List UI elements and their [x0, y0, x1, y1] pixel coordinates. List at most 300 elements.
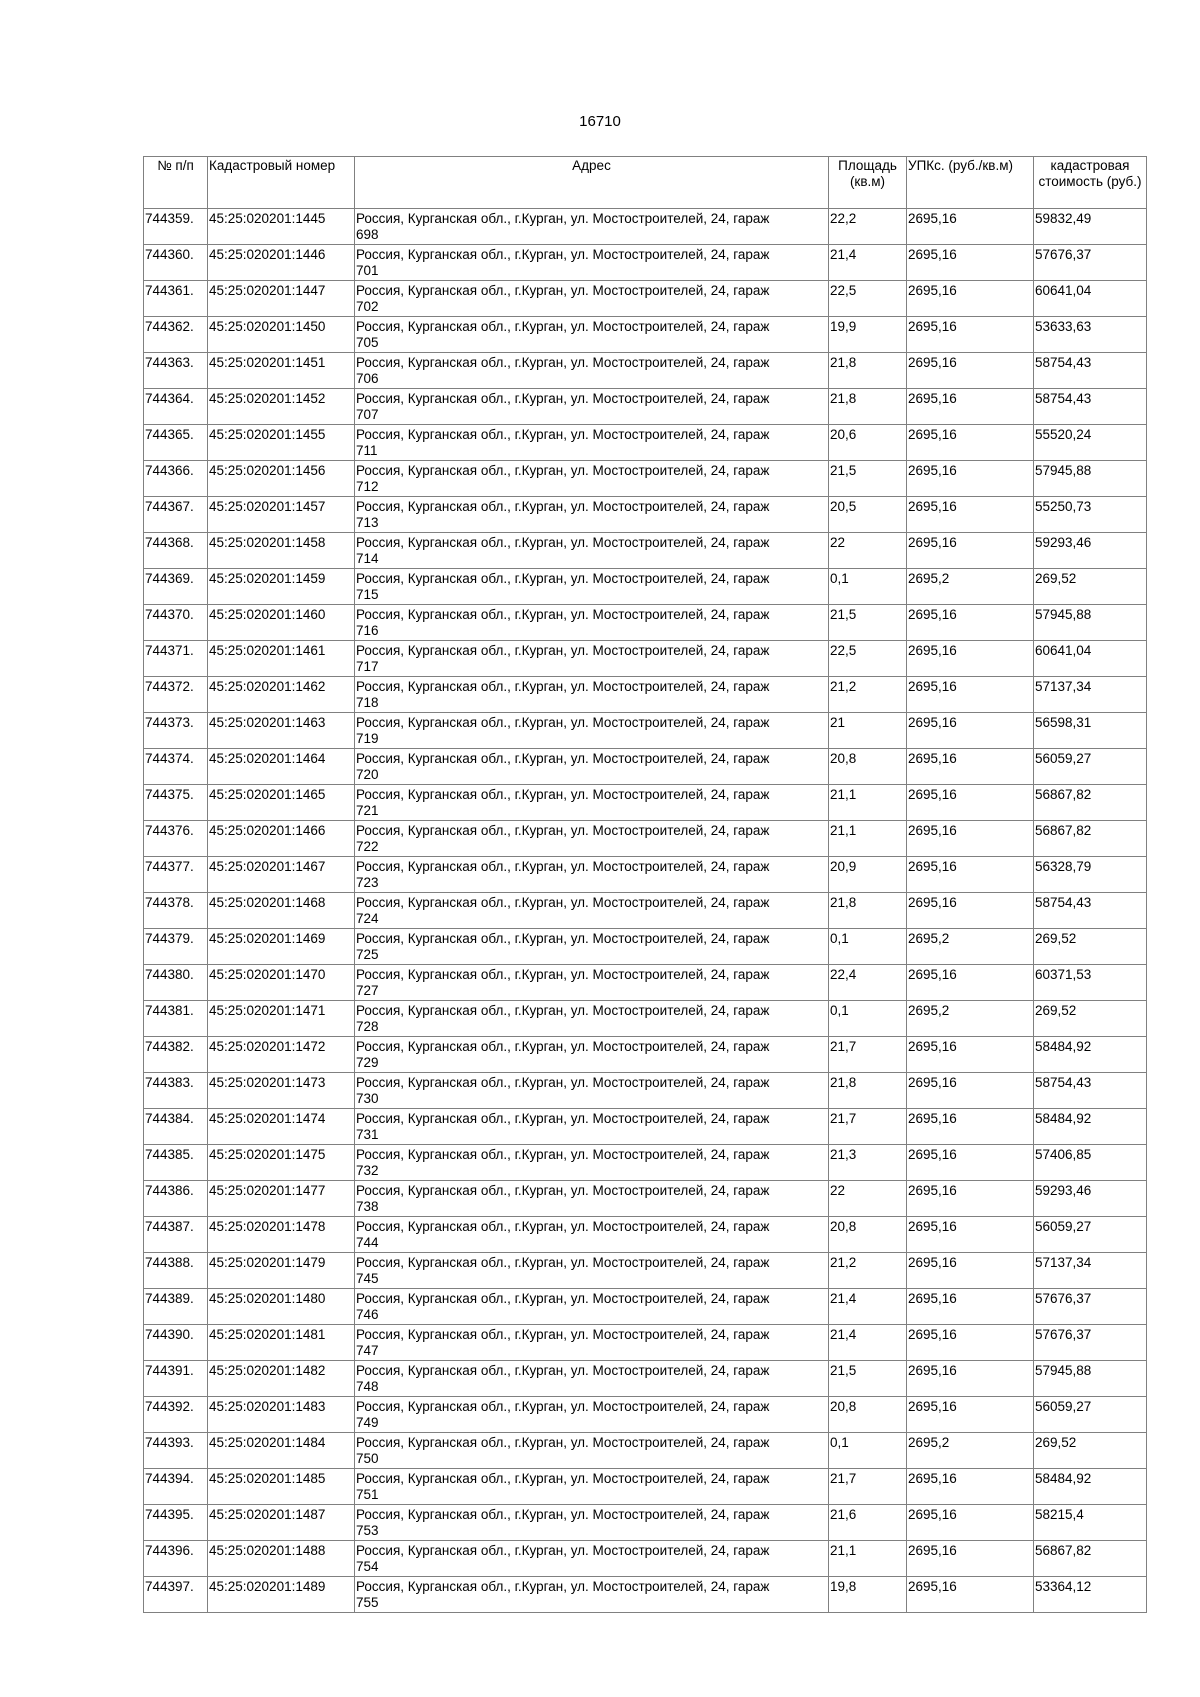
cell-area: 21,8 [829, 353, 907, 389]
cell-upks: 2695,16 [907, 1289, 1034, 1325]
cell-area: 21,2 [829, 1253, 907, 1289]
cell-upks: 2695,16 [907, 1145, 1034, 1181]
cell-num: 744367. [144, 497, 208, 533]
cell-address [355, 389, 829, 425]
cell-cadastral-number: 45:25:020201:1469 [208, 929, 355, 965]
cadastral-table [143, 156, 1147, 1613]
address-line: Россия, Курганская обл., г.Курган, ул. Мостостроителей, 24, гараж [356, 607, 770, 622]
cell-upks: 2695,16 [907, 749, 1034, 785]
cell-cadastral-number: 45:25:020201:1464 [208, 749, 355, 785]
cell-area: 19,9 [829, 317, 907, 353]
table-row [144, 1433, 1147, 1469]
table-row [144, 641, 1147, 677]
table-row [144, 1577, 1147, 1613]
cell-cadastral-number: 45:25:020201:1447 [208, 281, 355, 317]
cell-cadastral-number: 45:25:020201:1467 [208, 857, 355, 893]
cell-cadastral-cost: 58484,92 [1034, 1037, 1147, 1073]
cell-cadastral-cost: 269,52 [1034, 569, 1147, 605]
garage-number: 750 [356, 1450, 379, 1466]
cell-area: 21,1 [829, 1541, 907, 1577]
cell-upks: 2695,16 [907, 281, 1034, 317]
table-row [144, 821, 1147, 857]
table-row [144, 677, 1147, 713]
cell-cadastral-number: 45:25:020201:1488 [208, 1541, 355, 1577]
garage-number: 753 [356, 1522, 379, 1538]
cell-area: 19,8 [829, 1577, 907, 1613]
address-line: Россия, Курганская обл., г.Курган, ул. Мостостроителей, 24, гараж [356, 535, 770, 550]
cell-cadastral-number: 45:25:020201:1484 [208, 1433, 355, 1469]
cell-area: 21,7 [829, 1469, 907, 1505]
address-line: Россия, Курганская обл., г.Курган, ул. Мостостроителей, 24, гараж [356, 427, 770, 442]
address-line: Россия, Курганская обл., г.Курган, ул. Мостостроителей, 24, гараж [356, 823, 770, 838]
cell-area: 21,7 [829, 1037, 907, 1073]
cell-address [355, 677, 829, 713]
cell-upks: 2695,16 [907, 1397, 1034, 1433]
table-row [144, 1217, 1147, 1253]
cell-address [355, 857, 829, 893]
cell-area: 21,5 [829, 1361, 907, 1397]
cell-num: 744372. [144, 677, 208, 713]
cell-cadastral-cost: 58484,92 [1034, 1469, 1147, 1505]
cell-cadastral-cost: 56059,27 [1034, 749, 1147, 785]
garage-number: 746 [356, 1306, 379, 1322]
cell-cadastral-number: 45:25:020201:1463 [208, 713, 355, 749]
cell-area: 22,2 [829, 209, 907, 245]
cell-num: 744385. [144, 1145, 208, 1181]
address-line: Россия, Курганская обл., г.Курган, ул. Мостостроителей, 24, гараж [356, 895, 770, 910]
cell-address [355, 1145, 829, 1181]
cell-cadastral-number: 45:25:020201:1471 [208, 1001, 355, 1037]
address-line: Россия, Курганская обл., г.Курган, ул. Мостостроителей, 24, гараж [356, 1363, 770, 1378]
address-line: Россия, Курганская обл., г.Курган, ул. Мостостроителей, 24, гараж [356, 1003, 770, 1018]
cell-cadastral-cost: 269,52 [1034, 1001, 1147, 1037]
address-line: Россия, Курганская обл., г.Курган, ул. Мостостроителей, 24, гараж [356, 463, 770, 478]
cell-address [355, 1577, 829, 1613]
cell-num: 744388. [144, 1253, 208, 1289]
cell-cadastral-number: 45:25:020201:1487 [208, 1505, 355, 1541]
cell-num: 744387. [144, 1217, 208, 1253]
cell-address [355, 1469, 829, 1505]
table-row [144, 1289, 1147, 1325]
cell-area: 22,4 [829, 965, 907, 1001]
garage-number: 724 [356, 910, 379, 926]
cell-address [355, 425, 829, 461]
cell-upks: 2695,16 [907, 1541, 1034, 1577]
cell-num: 744381. [144, 1001, 208, 1037]
cell-num: 744396. [144, 1541, 208, 1577]
garage-number: 719 [356, 730, 379, 746]
cell-num: 744368. [144, 533, 208, 569]
table-row [144, 425, 1147, 461]
cell-cadastral-cost: 57676,37 [1034, 1325, 1147, 1361]
cell-address [355, 1109, 829, 1145]
cell-upks: 2695,16 [907, 317, 1034, 353]
cell-cadastral-cost: 269,52 [1034, 929, 1147, 965]
cell-num: 744361. [144, 281, 208, 317]
table-row [144, 1253, 1147, 1289]
address-line: Россия, Курганская обл., г.Курган, ул. Мостостроителей, 24, гараж [356, 679, 770, 694]
cell-cadastral-number: 45:25:020201:1455 [208, 425, 355, 461]
address-line: Россия, Курганская обл., г.Курган, ул. Мостостроителей, 24, гараж [356, 931, 770, 946]
address-line: Россия, Курганская обл., г.Курган, ул. Мостостроителей, 24, гараж [356, 1147, 770, 1162]
garage-number: 747 [356, 1342, 379, 1358]
cell-num: 744376. [144, 821, 208, 857]
cell-area: 21,4 [829, 1325, 907, 1361]
cell-cadastral-number: 45:25:020201:1482 [208, 1361, 355, 1397]
address-line: Россия, Курганская обл., г.Курган, ул. Мостостроителей, 24, гараж [356, 715, 770, 730]
cell-num: 744389. [144, 1289, 208, 1325]
cell-upks: 2695,16 [907, 821, 1034, 857]
header-cadastral-cost: кадастровая стоимость (руб.) [1034, 157, 1147, 209]
cell-upks: 2695,16 [907, 893, 1034, 929]
cell-area: 0,1 [829, 1001, 907, 1037]
garage-number: 705 [356, 334, 379, 350]
table-row [144, 1073, 1147, 1109]
cell-address [355, 245, 829, 281]
garage-number: 745 [356, 1270, 379, 1286]
cell-upks: 2695,16 [907, 245, 1034, 281]
garage-number: 715 [356, 586, 379, 602]
cell-upks: 2695,16 [907, 1181, 1034, 1217]
address-line: Россия, Курганская обл., г.Курган, ул. Мостостроителей, 24, гараж [356, 1219, 770, 1234]
table-row [144, 1541, 1147, 1577]
cell-cadastral-cost: 56598,31 [1034, 713, 1147, 749]
table-row [144, 1361, 1147, 1397]
cell-num: 744393. [144, 1433, 208, 1469]
cell-num: 744362. [144, 317, 208, 353]
cell-cadastral-number: 45:25:020201:1475 [208, 1145, 355, 1181]
cell-area: 20,8 [829, 1397, 907, 1433]
address-line: Россия, Курганская обл., г.Курган, ул. Мостостроителей, 24, гараж [356, 1039, 770, 1054]
garage-number: 713 [356, 514, 379, 530]
cell-num: 744359. [144, 209, 208, 245]
cell-upks: 2695,16 [907, 677, 1034, 713]
cell-cadastral-number: 45:25:020201:1459 [208, 569, 355, 605]
garage-number: 722 [356, 838, 379, 854]
cell-upks: 2695,16 [907, 713, 1034, 749]
cell-address [355, 569, 829, 605]
cell-area: 21,8 [829, 389, 907, 425]
cell-upks: 2695,2 [907, 1001, 1034, 1037]
cell-cadastral-cost: 57137,34 [1034, 1253, 1147, 1289]
cell-area: 21 [829, 713, 907, 749]
cell-upks: 2695,16 [907, 1361, 1034, 1397]
table-row [144, 389, 1147, 425]
cell-cadastral-number: 45:25:020201:1446 [208, 245, 355, 281]
cell-address [355, 1001, 829, 1037]
table-row [144, 209, 1147, 245]
cell-address [355, 1181, 829, 1217]
header-area: Площадь (кв.м) [829, 157, 907, 209]
garage-number: 706 [356, 370, 379, 386]
address-line: Россия, Курганская обл., г.Курган, ул. Мостостроителей, 24, гараж [356, 283, 770, 298]
address-line: Россия, Курганская обл., г.Курган, ул. Мостостроителей, 24, гараж [356, 1471, 770, 1486]
garage-number: 738 [356, 1198, 379, 1214]
cell-cadastral-number: 45:25:020201:1456 [208, 461, 355, 497]
garage-number: 749 [356, 1414, 379, 1430]
cell-upks: 2695,16 [907, 1253, 1034, 1289]
garage-number: 727 [356, 982, 379, 998]
cell-cadastral-number: 45:25:020201:1470 [208, 965, 355, 1001]
garage-number: 702 [356, 298, 379, 314]
garage-number: 717 [356, 658, 379, 674]
cell-cadastral-cost: 57676,37 [1034, 245, 1147, 281]
cell-upks: 2695,16 [907, 209, 1034, 245]
header-upks: УПКс. (руб./кв.м) [907, 157, 1034, 209]
cell-area: 20,9 [829, 857, 907, 893]
garage-number: 730 [356, 1090, 379, 1106]
address-line: Россия, Курганская обл., г.Курган, ул. Мостостроителей, 24, гараж [356, 355, 770, 370]
table-row [144, 1397, 1147, 1433]
address-line: Россия, Курганская обл., г.Курган, ул. Мостостроителей, 24, гараж [356, 319, 770, 334]
cell-num: 744386. [144, 1181, 208, 1217]
cell-cadastral-number: 45:25:020201:1452 [208, 389, 355, 425]
address-line: Россия, Курганская обл., г.Курган, ул. Мостостроителей, 24, гараж [356, 499, 770, 514]
garage-number: 748 [356, 1378, 379, 1394]
garage-number: 718 [356, 694, 379, 710]
cell-cadastral-number: 45:25:020201:1466 [208, 821, 355, 857]
cell-upks: 2695,16 [907, 353, 1034, 389]
table-row [144, 497, 1147, 533]
cell-upks: 2695,16 [907, 1469, 1034, 1505]
cell-cadastral-number: 45:25:020201:1483 [208, 1397, 355, 1433]
cell-upks: 2695,2 [907, 569, 1034, 605]
cell-cadastral-number: 45:25:020201:1480 [208, 1289, 355, 1325]
cell-cadastral-cost: 60371,53 [1034, 965, 1147, 1001]
cell-upks: 2695,16 [907, 1505, 1034, 1541]
cell-num: 744374. [144, 749, 208, 785]
table-row [144, 569, 1147, 605]
address-line: Россия, Курганская обл., г.Курган, ул. Мостостроителей, 24, гараж [356, 967, 770, 982]
address-line: Россия, Курганская обл., г.Курган, ул. Мостостроителей, 24, гараж [356, 391, 770, 406]
cell-address [355, 461, 829, 497]
cell-address [355, 749, 829, 785]
cell-cadastral-cost: 55520,24 [1034, 425, 1147, 461]
cell-area: 21,5 [829, 605, 907, 641]
cell-cadastral-number: 45:25:020201:1485 [208, 1469, 355, 1505]
cell-address [355, 713, 829, 749]
table-header-row [144, 157, 1147, 209]
header-cadastral-number: Кадастровый номер [208, 157, 355, 209]
cell-cadastral-number: 45:25:020201:1473 [208, 1073, 355, 1109]
cell-address [355, 209, 829, 245]
cell-cadastral-number: 45:25:020201:1478 [208, 1217, 355, 1253]
table-row [144, 533, 1147, 569]
cell-num: 744364. [144, 389, 208, 425]
address-line: Россия, Курганская обл., г.Курган, ул. Мостостроителей, 24, гараж [356, 1579, 770, 1594]
cell-cadastral-number: 45:25:020201:1489 [208, 1577, 355, 1613]
cell-cadastral-cost: 56867,82 [1034, 785, 1147, 821]
cell-num: 744377. [144, 857, 208, 893]
address-line: Россия, Курганская обл., г.Курган, ул. Мостостроителей, 24, гараж [356, 1111, 770, 1126]
cell-cadastral-number: 45:25:020201:1472 [208, 1037, 355, 1073]
cell-num: 744371. [144, 641, 208, 677]
garage-number: 751 [356, 1486, 379, 1502]
cell-address [355, 281, 829, 317]
cell-address [355, 1037, 829, 1073]
cell-cadastral-cost: 57945,88 [1034, 1361, 1147, 1397]
garage-number: 720 [356, 766, 379, 782]
cell-address [355, 1505, 829, 1541]
cell-area: 21,2 [829, 677, 907, 713]
cell-cadastral-cost: 55250,73 [1034, 497, 1147, 533]
cell-address [355, 497, 829, 533]
cell-cadastral-number: 45:25:020201:1451 [208, 353, 355, 389]
garage-number: 711 [356, 442, 378, 458]
cell-num: 744379. [144, 929, 208, 965]
page-number: 16710 [579, 113, 621, 130]
cell-cadastral-cost: 57676,37 [1034, 1289, 1147, 1325]
cell-num: 744365. [144, 425, 208, 461]
cell-num: 744394. [144, 1469, 208, 1505]
address-line: Россия, Курганская обл., г.Курган, ул. Мостостроителей, 24, гараж [356, 1507, 770, 1522]
table-row [144, 857, 1147, 893]
cell-cadastral-cost: 56328,79 [1034, 857, 1147, 893]
cell-area: 21,7 [829, 1109, 907, 1145]
cell-upks: 2695,16 [907, 641, 1034, 677]
cell-address [355, 1253, 829, 1289]
cell-area: 0,1 [829, 569, 907, 605]
cell-upks: 2695,2 [907, 1433, 1034, 1469]
table-body [144, 209, 1147, 1613]
address-line: Россия, Курганская обл., г.Курган, ул. Мостостроителей, 24, гараж [356, 787, 770, 802]
garage-number: 754 [356, 1558, 379, 1574]
cell-area: 0,1 [829, 929, 907, 965]
garage-number: 712 [356, 478, 379, 494]
cell-num: 744375. [144, 785, 208, 821]
cell-num: 744373. [144, 713, 208, 749]
cell-address [355, 965, 829, 1001]
address-line: Россия, Курганская обл., г.Курган, ул. Мостостроителей, 24, гараж [356, 571, 770, 586]
garage-number: 729 [356, 1054, 379, 1070]
address-line: Россия, Курганская обл., г.Курган, ул. Мостостроителей, 24, гараж [356, 247, 770, 262]
cell-upks: 2695,16 [907, 1577, 1034, 1613]
cell-num: 744383. [144, 1073, 208, 1109]
cell-cadastral-number: 45:25:020201:1460 [208, 605, 355, 641]
garage-number: 755 [356, 1594, 379, 1610]
cell-address [355, 785, 829, 821]
table-row [144, 1037, 1147, 1073]
address-line: Россия, Курганская обл., г.Курган, ул. Мостостроителей, 24, гараж [356, 211, 770, 226]
cell-cadastral-number: 45:25:020201:1465 [208, 785, 355, 821]
address-line: Россия, Курганская обл., г.Курган, ул. Мостостроителей, 24, гараж [356, 859, 770, 874]
cell-area: 22,5 [829, 641, 907, 677]
cell-area: 21,8 [829, 893, 907, 929]
cell-address [355, 641, 829, 677]
cell-num: 744370. [144, 605, 208, 641]
cell-num: 744395. [144, 1505, 208, 1541]
address-line: Россия, Курганская обл., г.Курган, ул. Мостостроителей, 24, гараж [356, 1327, 770, 1342]
cell-upks: 2695,16 [907, 389, 1034, 425]
cell-cadastral-cost: 53364,12 [1034, 1577, 1147, 1613]
table-row [144, 1469, 1147, 1505]
cell-area: 20,8 [829, 749, 907, 785]
garage-number: 721 [356, 802, 379, 818]
garage-number: 744 [356, 1234, 379, 1250]
table-row [144, 1001, 1147, 1037]
table-row [144, 281, 1147, 317]
cell-cadastral-cost: 56059,27 [1034, 1397, 1147, 1433]
header-address: Адрес [355, 157, 829, 209]
cell-area: 22 [829, 1181, 907, 1217]
cell-num: 744360. [144, 245, 208, 281]
cell-area: 21,4 [829, 1289, 907, 1325]
cell-upks: 2695,16 [907, 533, 1034, 569]
cell-cadastral-cost: 57406,85 [1034, 1145, 1147, 1181]
cell-upks: 2695,16 [907, 1109, 1034, 1145]
cell-num: 744390. [144, 1325, 208, 1361]
cell-upks: 2695,16 [907, 605, 1034, 641]
cell-cadastral-cost: 57945,88 [1034, 605, 1147, 641]
garage-number: 723 [356, 874, 379, 890]
cell-area: 21,1 [829, 821, 907, 857]
address-line: Россия, Курганская обл., г.Курган, ул. Мостостроителей, 24, гараж [356, 1543, 770, 1558]
cell-cadastral-cost: 60641,04 [1034, 281, 1147, 317]
cell-area: 21,4 [829, 245, 907, 281]
garage-number: 716 [356, 622, 379, 638]
cell-cadastral-cost: 58754,43 [1034, 353, 1147, 389]
cell-address [355, 1073, 829, 1109]
cell-area: 20,8 [829, 1217, 907, 1253]
cell-area: 20,5 [829, 497, 907, 533]
cell-cadastral-cost: 58754,43 [1034, 893, 1147, 929]
cell-cadastral-number: 45:25:020201:1457 [208, 497, 355, 533]
cell-cadastral-number: 45:25:020201:1458 [208, 533, 355, 569]
cell-cadastral-number: 45:25:020201:1450 [208, 317, 355, 353]
cell-address [355, 1361, 829, 1397]
cell-cadastral-cost: 59293,46 [1034, 533, 1147, 569]
cell-cadastral-number: 45:25:020201:1481 [208, 1325, 355, 1361]
cell-area: 21,3 [829, 1145, 907, 1181]
cell-upks: 2695,16 [907, 857, 1034, 893]
cell-cadastral-cost: 58215,4 [1034, 1505, 1147, 1541]
garage-number: 732 [356, 1162, 379, 1178]
header-num: № п/п [144, 157, 208, 209]
address-line: Россия, Курганская обл., г.Курган, ул. Мостостроителей, 24, гараж [356, 1183, 770, 1198]
cell-address [355, 605, 829, 641]
cell-num: 744391. [144, 1361, 208, 1397]
table-row [144, 1181, 1147, 1217]
cell-area: 21,8 [829, 1073, 907, 1109]
cell-address [355, 1325, 829, 1361]
cell-num: 744378. [144, 893, 208, 929]
cell-cadastral-cost: 58754,43 [1034, 1073, 1147, 1109]
table-row [144, 893, 1147, 929]
cell-address [355, 1433, 829, 1469]
cell-address [355, 1217, 829, 1253]
cell-num: 744384. [144, 1109, 208, 1145]
address-line: Россия, Курганская обл., г.Курган, ул. Мостостроителей, 24, гараж [356, 643, 770, 658]
address-line: Россия, Курганская обл., г.Курган, ул. Мостостроителей, 24, гараж [356, 751, 770, 766]
table-row [144, 1325, 1147, 1361]
table-row [144, 965, 1147, 1001]
table-row [144, 245, 1147, 281]
table-row [144, 1505, 1147, 1541]
cell-cadastral-cost: 269,52 [1034, 1433, 1147, 1469]
cell-cadastral-cost: 58754,43 [1034, 389, 1147, 425]
cell-upks: 2695,16 [907, 785, 1034, 821]
cell-cadastral-cost: 60641,04 [1034, 641, 1147, 677]
cell-num: 744397. [144, 1577, 208, 1613]
table-row [144, 317, 1147, 353]
table-row [144, 929, 1147, 965]
cell-upks: 2695,16 [907, 1037, 1034, 1073]
table-row [144, 713, 1147, 749]
cell-num: 744369. [144, 569, 208, 605]
cell-area: 21,6 [829, 1505, 907, 1541]
cell-upks: 2695,16 [907, 965, 1034, 1001]
cell-upks: 2695,16 [907, 1325, 1034, 1361]
